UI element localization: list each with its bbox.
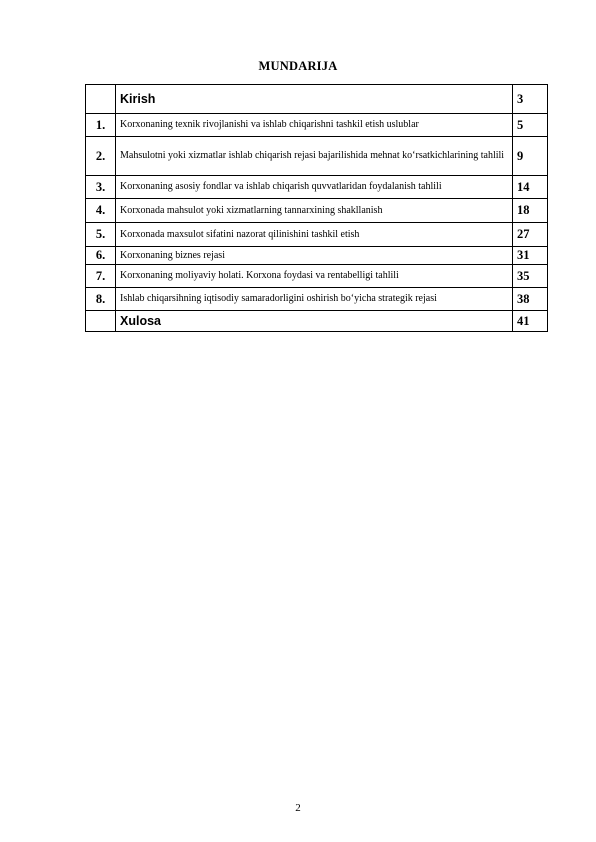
document-title: MUNDARIJA	[258, 59, 338, 73]
toc-entry-label: Korxonada mahsulot yoki xizmatlarning tannarxining shakllanish	[116, 199, 513, 223]
toc-row	[86, 265, 548, 288]
toc-row	[86, 199, 548, 223]
toc-entry-label: Mahsulotni yoki xizmatlar ishlab chiqarish rejasi bajarilishida mehnat ko‘rsatkichlarining tahlili	[116, 137, 513, 176]
toc-number-cell	[86, 311, 116, 332]
table-of-contents	[85, 84, 548, 332]
toc-row	[86, 288, 548, 311]
toc-page-number: 27	[513, 223, 548, 247]
toc-entry-number: 1.	[86, 114, 116, 137]
toc-page-number: 38	[513, 288, 548, 311]
toc-row	[86, 137, 548, 176]
toc-entry-label: Ishlab chiqarsihning iqtisodiy samaradorligini oshirish bo‘yicha strategik rejasi	[116, 288, 513, 311]
toc-page-number: 14	[513, 176, 548, 199]
toc-row	[86, 176, 548, 199]
toc-row-intro	[86, 85, 548, 114]
toc-page-number: 18	[513, 199, 548, 223]
toc-entry-label: Xulosa	[116, 311, 513, 332]
toc-entry-number: 3.	[86, 176, 116, 199]
toc-row	[86, 223, 548, 247]
page-number: 2	[295, 802, 301, 814]
toc-number-cell	[86, 85, 116, 114]
toc-entry-label: Kirish	[116, 85, 513, 114]
toc-entry-number: 7.	[86, 265, 116, 288]
toc-entry-label: Korxonaning biznes rejasi	[116, 247, 513, 265]
toc-page-number: 41	[513, 311, 548, 332]
toc-entry-number: 8.	[86, 288, 116, 311]
toc-entry-number: 5.	[86, 223, 116, 247]
toc-entry-label: Korxonaning asosiy fondlar va ishlab chiqarish quvvatlaridan foydalanish tahlili	[116, 176, 513, 199]
toc-entry-number: 4.	[86, 199, 116, 223]
toc-page-number: 31	[513, 247, 548, 265]
toc-page-number: 3	[513, 85, 548, 114]
toc-row-conclusion	[86, 311, 548, 332]
toc-page-number: 5	[513, 114, 548, 137]
toc-entry-label: Korxonaning texnik rivojlanishi va ishlab chiqarishni tashkil etish uslublar	[116, 114, 513, 137]
toc-page-number: 35	[513, 265, 548, 288]
toc-row	[86, 114, 548, 137]
toc-entry-number: 6.	[86, 247, 116, 265]
toc-entry-label: Korxonada maxsulot sifatini nazorat qilinishini tashkil etish	[116, 223, 513, 247]
toc-entry-label: Korxonaning moliyaviy holati. Korxona foydasi va rentabelligi tahlili	[116, 265, 513, 288]
toc-entry-number: 2.	[86, 137, 116, 176]
toc-row	[86, 247, 548, 265]
toc-page-number: 9	[513, 137, 548, 176]
